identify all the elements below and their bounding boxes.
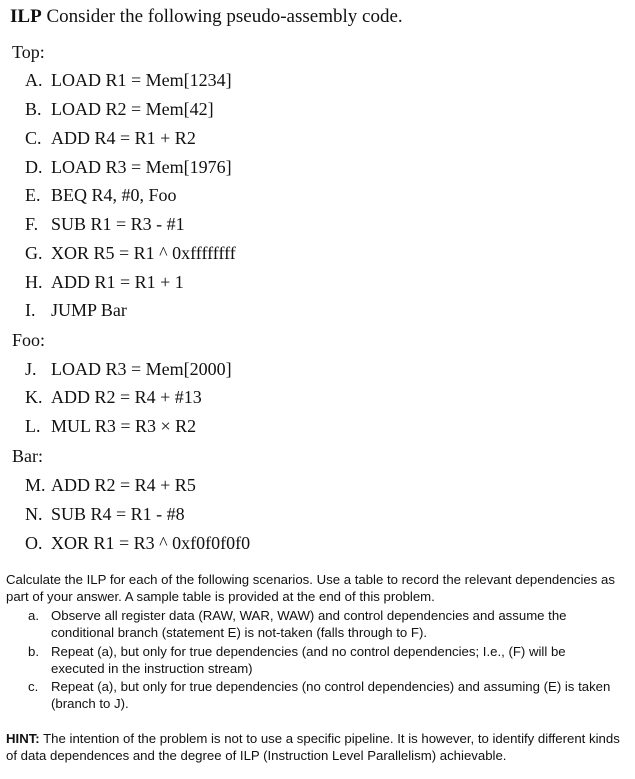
hint-text: The intention of the problem is not to use a specific pipeline. It is however, to identify different kinds of data dependences and the degree of ILP (Instruction Level Parallelism) achievable. (6, 731, 620, 763)
instruction-code: ADD R4 = R1 + R2 (51, 128, 196, 148)
instruction-line (25, 70, 232, 91)
instruction-letter: L. (25, 416, 41, 436)
instruction-letter: K. (25, 387, 43, 407)
instructions-intro: Calculate the ILP for each of the following scenarios. Use a table to record the relevant dependencies as part of your answer. A sample table is provided at the end of this problem. (6, 572, 615, 604)
instruction-code: SUB R1 = R3 - #1 (51, 214, 185, 234)
instruction-letter: C. (25, 128, 42, 148)
instruction-code: ADD R2 = R4 + #13 (51, 387, 202, 407)
problem-title (10, 6, 403, 28)
instruction-line (25, 99, 214, 120)
instruction-letter: B. (25, 99, 42, 119)
instruction-letter: G. (25, 243, 43, 263)
instruction-line (25, 272, 184, 293)
scenario-text: Observe all register data (RAW, WAR, WAW) and control dependencies and assume the conditional branch (statement E) is not-taken (falls through to F). (51, 608, 567, 640)
instruction-line (25, 128, 196, 149)
instruction-line (25, 359, 232, 380)
instruction-line (25, 300, 127, 321)
scenario-item-b (28, 643, 618, 677)
instruction-code: LOAD R1 = Mem[1234] (51, 70, 232, 90)
instruction-line (25, 157, 232, 178)
instruction-line (25, 243, 236, 264)
instruction-letter: E. (25, 185, 41, 205)
instruction-line (25, 416, 196, 437)
instruction-code: ADD R1 = R1 + 1 (51, 272, 184, 292)
instruction-code: LOAD R3 = Mem[2000] (51, 359, 232, 379)
scenario-item-a (28, 607, 618, 641)
instruction-letter: O. (25, 533, 43, 553)
instruction-letter: F. (25, 214, 39, 234)
instruction-letter: M. (25, 475, 46, 495)
section-label-foo: Foo: (12, 330, 46, 350)
instruction-code: JUMP Bar (51, 300, 127, 320)
instruction-line (25, 504, 185, 525)
instruction-line (25, 533, 250, 554)
scenario-item-c (28, 678, 618, 712)
instruction-line (25, 387, 202, 408)
instruction-code: BEQ R4, #0, Foo (51, 185, 177, 205)
section-label-bar: Bar: (12, 446, 43, 466)
section-label-top: Top: (12, 42, 45, 62)
hint-label: HINT: (6, 731, 40, 746)
scenario-mark: b. (28, 644, 39, 659)
instruction-line (25, 185, 177, 206)
instruction-letter: H. (25, 272, 43, 292)
scenario-mark: a. (28, 608, 39, 623)
scenario-mark: c. (28, 679, 39, 694)
instruction-code: SUB R4 = R1 - #8 (51, 504, 185, 524)
instruction-code: XOR R5 = R1 ^ 0xffffffff (51, 243, 236, 263)
instruction-line (25, 475, 196, 496)
instruction-line (25, 214, 185, 235)
instruction-code: XOR R1 = R3 ^ 0xf0f0f0f0 (51, 533, 251, 553)
instruction-code: LOAD R3 = Mem[1976] (51, 157, 232, 177)
instruction-letter: J. (25, 359, 37, 379)
instruction-code: ADD R2 = R4 + R5 (51, 475, 196, 495)
instruction-letter: A. (25, 70, 43, 90)
instruction-letter: D. (25, 157, 43, 177)
problem-title-text: Consider the following pseudo-assembly code. (41, 6, 403, 27)
scenario-text: Repeat (a), but only for true dependencies (no control dependencies) and assuming (E) is taken (branch to J). (51, 679, 611, 711)
problem-title-bold: ILP (10, 6, 42, 27)
instruction-code: MUL R3 = R3 × R2 (51, 416, 197, 436)
instruction-letter: N. (25, 504, 43, 524)
hint-paragraph (6, 730, 621, 764)
scenario-text: Repeat (a), but only for true dependencies (and no control dependencies; I.e., (F) will be executed in the instruction stream) (51, 644, 566, 676)
instruction-code: LOAD R2 = Mem[42] (51, 99, 214, 119)
instruction-letter: I. (25, 300, 36, 320)
